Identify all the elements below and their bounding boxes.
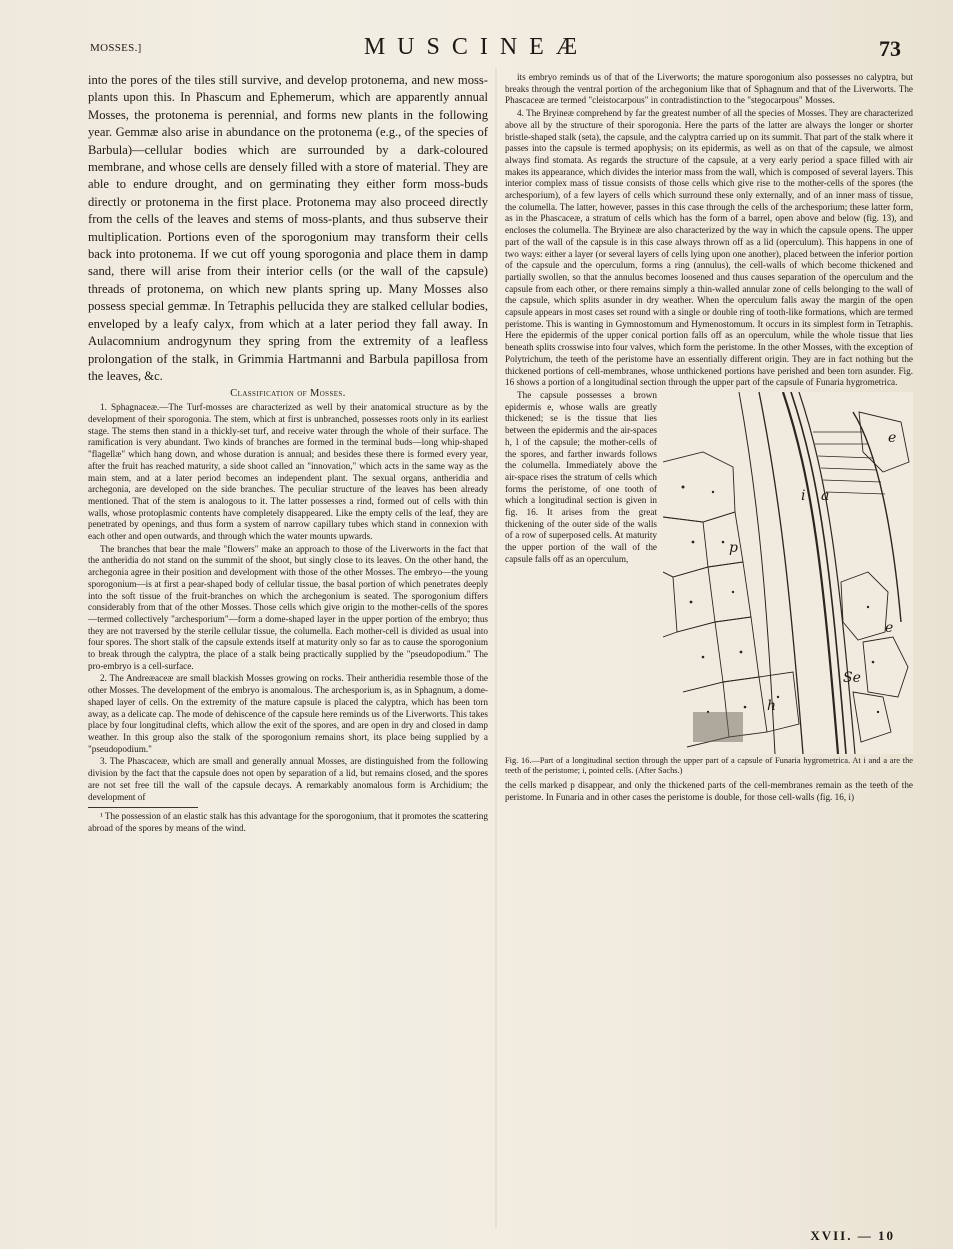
- paragraph-phascaceae: 3. The Phascaceæ, which are small and generally annual Mosses, are distinguished from the following division by the fact that the capsule does not open by separation of a lid, but remains closed, and the spores are not set free till the wall of the capsule decays. A remarkably anomalous form is Archidium; the development of: [88, 756, 488, 802]
- paragraph-capsule: The capsule possesses a brown epidermis e, whose walls are greatly thickened; se is the tissue that lies between the epidermis and the air-spaces h, l of the capsule; the mother-cells of the spores, and farther inwards follows the columella. Immediately above the air-space rises the stratum of cells which forms the peristome, of one tooth of which a longitudinal section is given in fig. 16. It arises from the great thickening of the outer side of the walls of a row of superposed cells. At maturity the upper portion of the wall of the capsule falls off as an operculum,: [505, 389, 657, 564]
- paragraph-andreaeaceae: 2. The Andreæaceæ are small blackish Mosses growing on rocks. Their antheridia resemble those of the other Mosses. The development of the embryo is anomalous. The archesporium is, as in Sphagnum, a dome-shaped layer of cells. On the extremity of the mature capsule is placed the calyptra, which has been torn away, as a delicate cap. The mode of dehiscence of the capsule here reminds us of the Liverworts. This takes place by four longitudinal clefts, which allow the exit of the spores, and are open in dry and closed in damp weather. In this group also the stalk of the sporogonium remains short, its place being supplied by a "pseudopodium.": [88, 673, 488, 754]
- right-text-column: [505, 72, 913, 1222]
- page-gutter-shadow: [495, 68, 497, 1228]
- left-text-column: [88, 72, 488, 1222]
- paragraph-bryineae: 4. The Bryineæ comprehend by far the greatest number of all the species of Mosses. They are characterized above all by the structure of their sporogonia. Here the parts of the latter are always the longer or shorter bristle-shaped stalk (seta), the capsule, and the calyptra carried up on its summit. That part of the stalk where it passes into the capsule is termed apophysis; on its epidermis, as well as on that of the capsule, we almost always find stomata. As regards the structure of the capsule, at a very early period a space filled with air makes its appearance, which divides the interior mass from the wall, which is composed of several layers. This interior complex mass of tissue consists of those cells which give rise to the mother-cells of the spores (the archesporium), of a few layers of cells which surround these only externally, and of an inner mass of tissue, the columella. The latter, however, passes in this case through the cells of the archesporium; these latter form, as in the Phascaceæ, a stratum of cells which has the form of a barrel, open above and below (fig. 13), and encloses the columella. The Bryineæ are also characterized by the way in which the capsule opens. The upper part of the wall of the capsule is in this case always thrown off as a lid (operculum). This happens in one of two ways: either a layer (or several layers of cells lying upon one another), placed between the inferior portion of the capsule and the operculum, forms a ring (annulus), the cell-walls of which become thickened and partially swollen, so that the annulus becomes loosened and thus causes separation of the operculum and the capsule from each other, or there remains simply a thin-walled annular zone of cells belonging to the wall of the capsule, which splits asunder in dry weather. When the operculum falls away the margin of the open capsule appears in most cases set round with a single or double ring of tooth-like formations, which are termed peristome. This is wanting in Gymnostomum and Hymenostomum. It occurs in its simplest form in Tetraphis. Here the epidermis of the upper conical portion falls off as an operculum, while the whole tissue that lies beneath splits crosswise into four valves, which form the peristome. In the other Mosses, with the exception of Polytrichum, the teeth of the peristome have an essentially different origin. They are in fact nothing but the thickened portions of cell-membranes, whose unthickened portions have perished and been torn asunder. Fig. 16 shows a portion of a longitudinal section through the upper part of the capsule of Funaria hygrometrica.: [505, 108, 913, 388]
- running-head-section: MOSSES.]: [90, 42, 142, 54]
- section-heading: Classification of Mosses.: [230, 388, 346, 400]
- running-head-title: MUSCINEÆ: [363, 34, 590, 60]
- figure-label-i: i: [801, 487, 806, 504]
- figure-label-e-bottom: e: [885, 619, 894, 636]
- page-number: 73: [879, 36, 901, 61]
- figure-label-e-top: e: [888, 429, 897, 446]
- paragraph-male-flowers: The branches that bear the male "flowers" make an approach to those of the Liverworts in the fact that the antheridia do not stand on the summit of the shoot, but singly close to its leaves. On the other hand, the archegonia agree in their position and development with those of the other Mosses. The embryo—the young sporogonium—is at first a pear-shaped body of cellular tissue, the basal portion of which penetrates deeply into the soft tissue of the fruit-branches on which the archegonium is seated. The sporogonium differs considerably from that of the other Mosses. Those cells which give origin to the mother-cells of the spores—termed collectively "archesporium"—form a dome-shaped layer in the upper portion of the embryo; thus they are not traversed by the sterile cellular tissue, the columella. Each mother-cell is divided as usual into four spores. The short stalk of the capsule extends itself at maturity only so far as to cause the sporogonium to break through the calyptra, the place of a stalk being practically supplied by the "pseudopodium." The pro-embryo is a cell-surface.: [88, 543, 488, 671]
- paragraph-sphagnaceae: 1. Sphagnaceæ.—The Turf-mosses are characterized as well by their anatomical structure as by the development of their sporogonia. The stem, which at first is unbranched, possesses roots only in its earliest stage. The stems then stand in a thickly-set turf, and receive water through the whole of their surface. The ramification is very abundant. Two kinds of branches are formed in the terminal buds—long whip-shaped "flagellæ" which hang down, and whose duration is annual; and besides these there is formed every year, after the fruit has reached maturity, a side shoot called an "innovation," which acts in the same way as the main stem, and at a later period becomes an independent plant. The sexual organs, antheridia and archegonia, are developed on the side branches. The peculiar structure of the leaves has been already mentioned. That of the stem is analogous to it. The latter possesses a rind, formed out of cells with thin walls, whose protoplasmic contents have completely disappeared. Like the empty cells of the leaf, they are penetrated by openings, and thus form a system of narrow capillary tubes which stand in connexion with each other and open outwards, and through which the water mounts upwards.: [88, 402, 488, 542]
- figure-label-se: Se: [843, 669, 861, 686]
- figure-16-caption: Fig. 16.—Part of a longitudinal section through the upper part of a capsule of Funaria hygrometrica. At i and a are the teeth of the peristome; i, pointed cells. (After Sachs.): [505, 755, 913, 776]
- signature-mark: XVII. — 10: [810, 1228, 895, 1243]
- figure-label-p: p: [729, 539, 738, 556]
- paragraph-peristome: the cells marked p disappear, and only the thickened parts of the cell-membranes remain as the teeth of the peristome. In Funaria and in other cases the peristome is double, for those cell-walls (fig. 16, i): [505, 779, 913, 802]
- paragraph-embryo: its embryo reminds us of that of the Liverworts; the mature sporogonium also possesses no calyptra, but breaks through the ventral portion of the archegonium like that of Sphagnum and that of the Liverworts. The Phascaceæ are termed "cleistocarpous" in contradistinction to the "stegocarpous" Mosses.: [505, 72, 913, 106]
- footnote: ¹ The possession of an elastic stalk has this advantage for the sporogonium, that it promotes the scattering abroad of the spores by means of the wind.: [88, 811, 488, 833]
- footnote-rule: [88, 807, 198, 808]
- intro-paragraph: into the pores of the tiles still survive, and develop protonema, and new moss-plants upon this. In Phascum and Ephemerum, which are apparently annual Mosses, the protonema is perennial, and forms new plants in the following year. Gemmæ also arise in abundance on the protonema (e.g., of the species of Barbula)—cellular bodies which are surrounded by a dark-coloured membrane, and whose cells are densely filled with a store of material. They are able to endure drought, and on germinating they either form moss-buds directly or protonema in the first place. Protonema may also proceed directly from the cells of the leaves and stems of moss-plants, and thus subserve their multiplication. Portions even of the sporogonium may transform their cells back into protonema. If we cut off young sporogonia and place them in damp sand, there will arise from their interior cells (or the wall of the capsule) threads of protonema, on which new plants spring up. Many Mosses also possess special gemmæ. In Tetraphis pellucida they are stalked cellular bodies, enveloped by a leafy calyx, from which at a later period they fall away. In Aulacomnium androgynum they spring from the extremity of a leafless prolongation of the stalk, in Grimmia Hartmanni and Barbula papillosa from the leaves, &c.: [88, 73, 488, 383]
- figure-label-a: a: [821, 487, 830, 504]
- figure-label-h: h: [767, 697, 777, 714]
- figure-16-illustration: [663, 392, 913, 754]
- capsule-section-drawing: [663, 392, 913, 754]
